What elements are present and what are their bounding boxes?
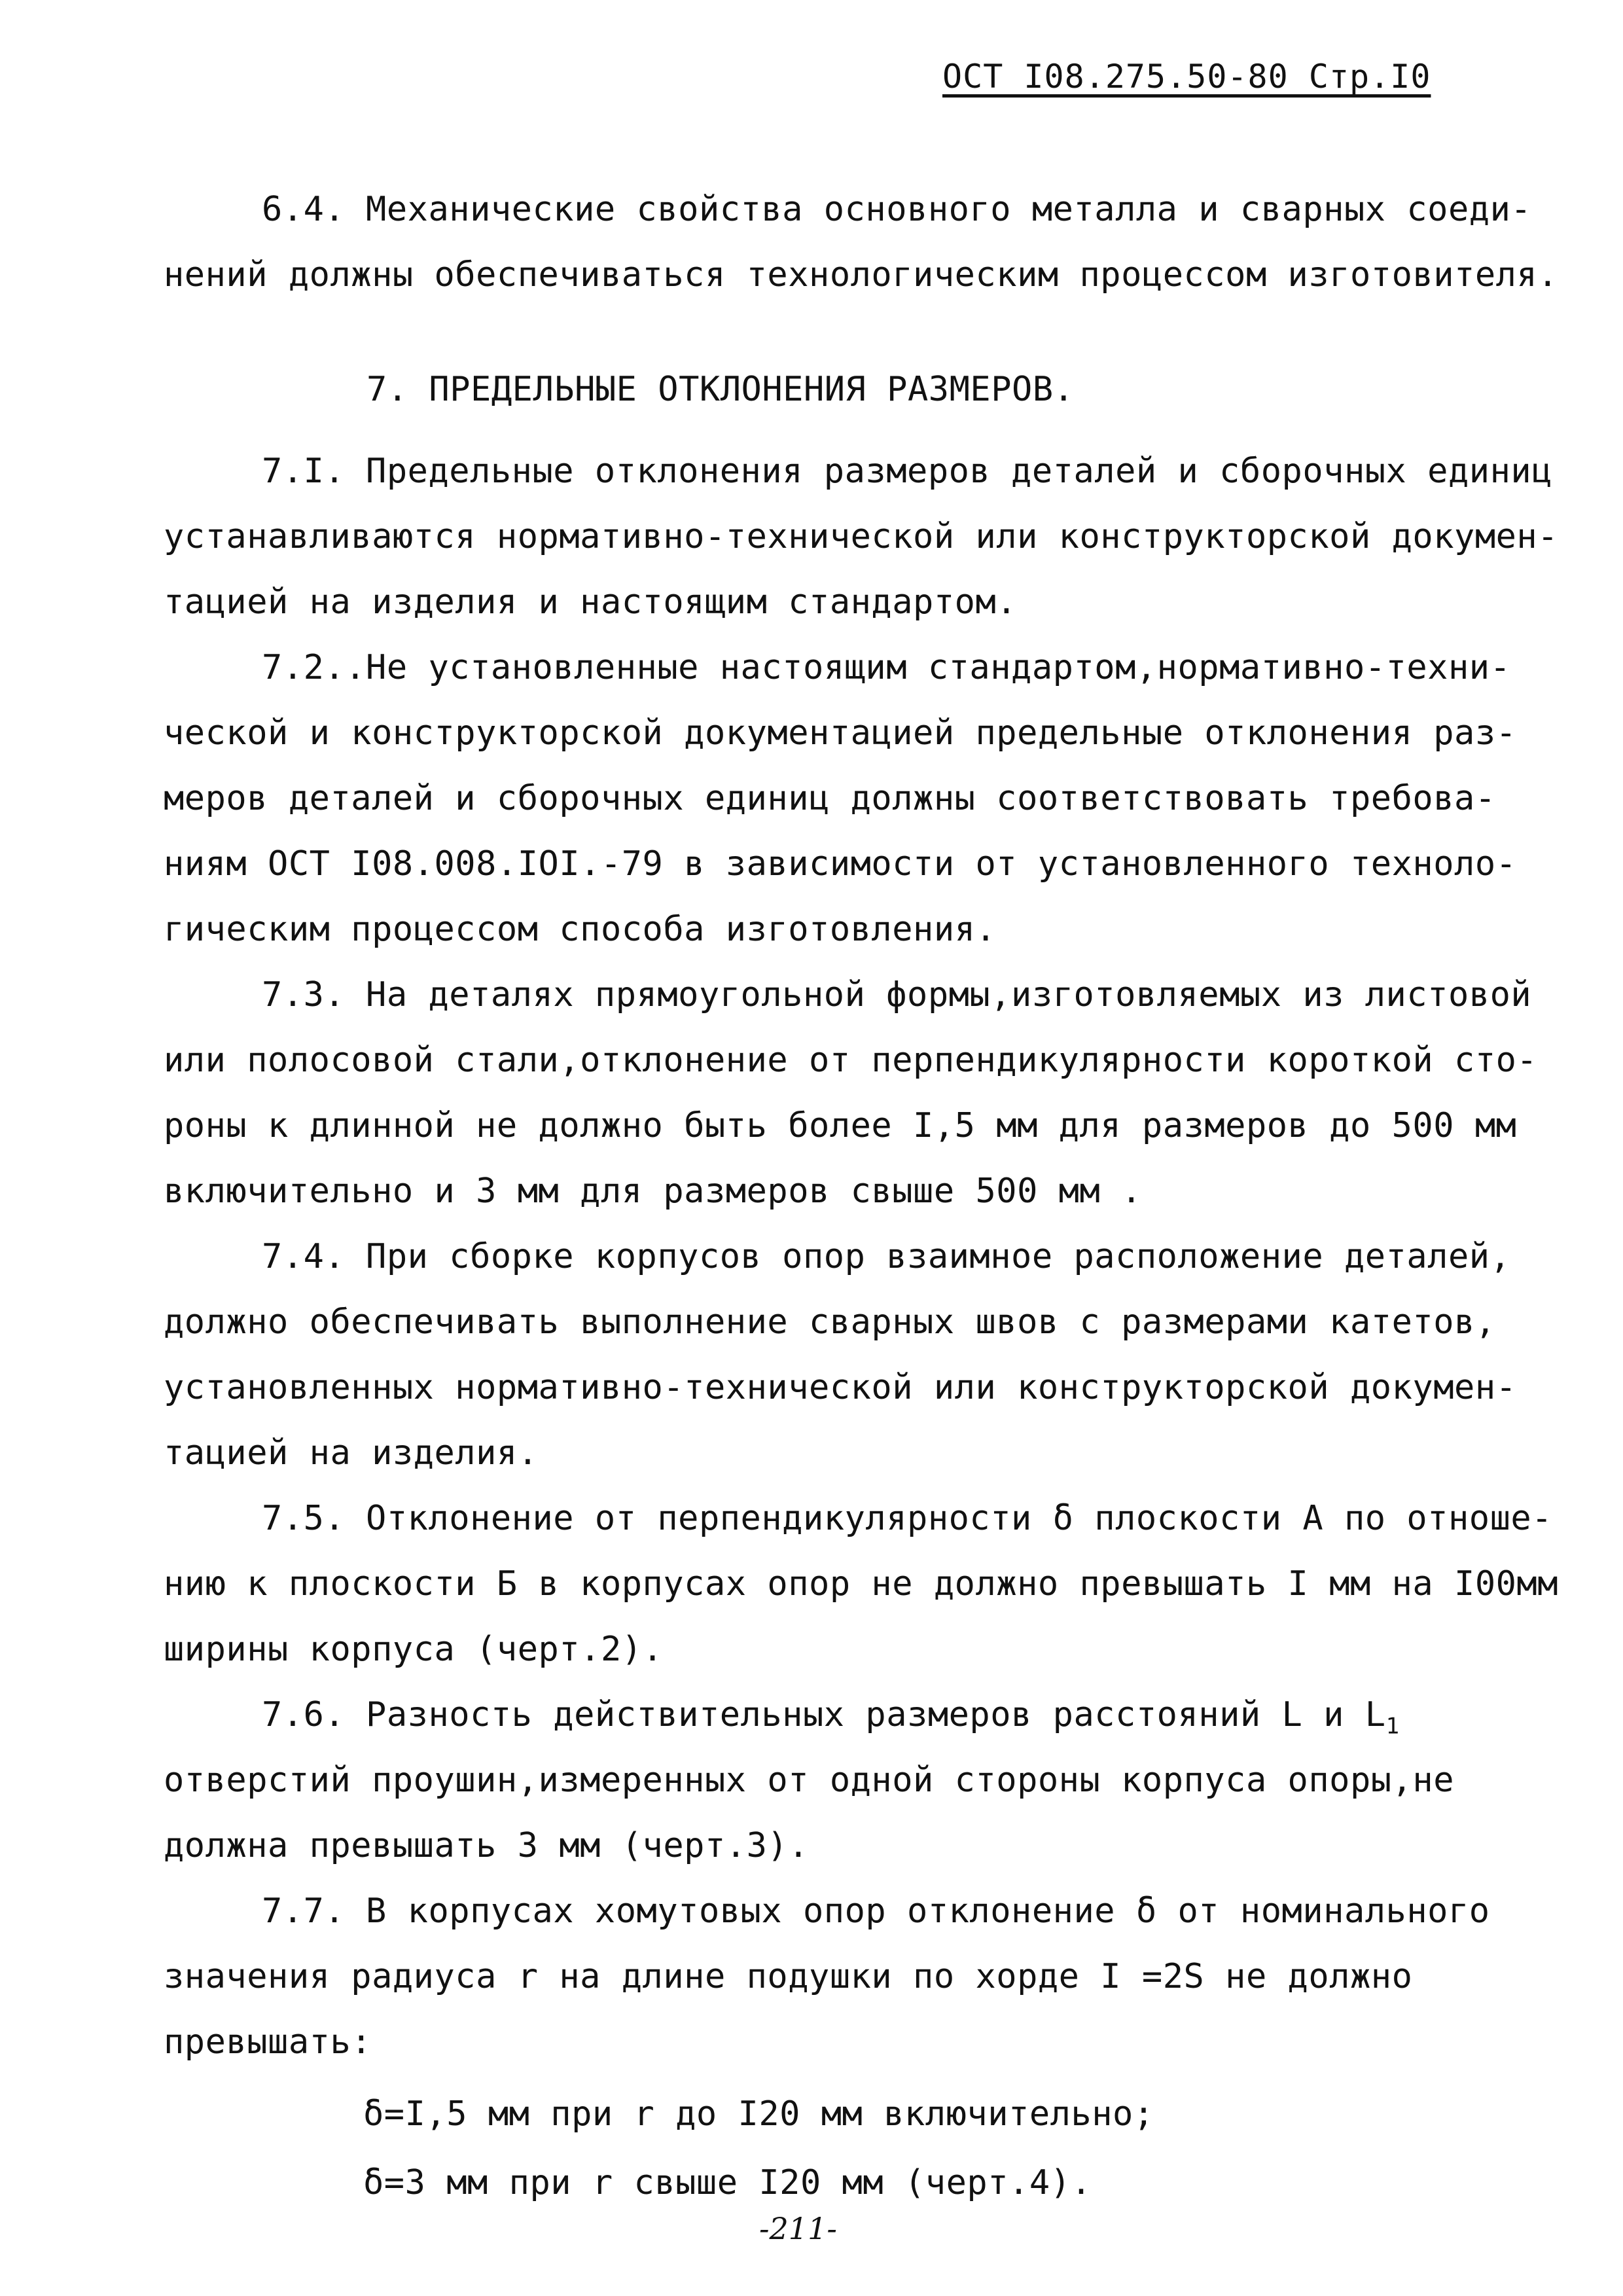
paragraph-7-3-line-4: включительно и 3 мм для размеров свыше 500 мм . [164,1172,1142,1211]
paragraph-7-4-line-2: должно обеспечивать выполнение сварных швов с размерами катетов, [164,1302,1496,1342]
paragraph-7-6-line-3: должна превышать 3 мм (черт.3). [164,1826,810,1865]
paragraph-7-7-line-2: значения радиуса r на длине подушки по хорде I =2S не должно [164,1957,1413,1996]
paragraph-7-6-line-2: отверстий проушин,измеренных от одной стороны корпуса опоры,не [164,1761,1455,1800]
tolerance-formula-2: δ=3 мм при r свыше I20 мм (черт.4). [363,2163,1092,2202]
paragraph-7-5-line-3: ширины корпуса (черт.2). [164,1630,664,1669]
paragraph-7-7-line-1: 7.7. В корпусах хомутовых опор отклонение δ от номинального [262,1892,1490,1931]
tolerance-formula-1: δ=I,5 мм при r до I20 мм включительно; [363,2094,1154,2134]
paragraph-6-4-line-1: 6.4. Механические свойства основного металла и сварных соеди- [262,190,1532,229]
paragraph-7-3-line-1: 7.3. На деталях прямоугольной формы,изготовляемых из листовой [262,975,1532,1014]
subscript-index: 1 [1385,1713,1400,1740]
paragraph-7-1-line-3: тацией на изделия и настоящим стандартом. [164,583,1018,622]
section-7-heading: 7. ПРЕДЕЛЬНЫЕ ОТКЛОНЕНИЯ РАЗМЕРОВ. [366,370,1075,409]
paragraph-7-3-line-3: роны к длинной не должно быть более I,5 мм для размеров до 500 мм [164,1106,1517,1145]
paragraph-7-2-line-4: ниям ОСТ I08.008.IOI.-79 в зависимости от установленного техноло- [164,844,1517,884]
paragraph-7-4-line-3: установленных нормативно-технической или конструкторской докумен- [164,1368,1517,1407]
paragraph-7-5-line-1: 7.5. Отклонение от перпендикулярности δ плоскости А по отноше- [262,1499,1553,1538]
paragraph-7-1-line-1: 7.I. Предельные отклонения размеров деталей и сборочных единиц [262,452,1553,491]
paragraph-7-4-line-4: тацией на изделия. [164,1433,539,1473]
paragraph-7-2-line-5: гическим процессом способа изготовления. [164,910,997,949]
paragraph-7-5-line-2: нию к плоскости Б в корпусах опор не должно превышать I мм на I00мм [164,1564,1559,1604]
paragraph-7-6-line-1 [262,1695,1400,1739]
paragraph-7-2-line-1: 7.2..Не установленные настоящим стандартом,нормативно-техни- [262,648,1511,687]
paragraph-7-6-line-1-text: 7.6. Разность действительных размеров расстояний L и L [262,1695,1386,1734]
paragraph-7-2-line-2: ческой и конструкторской документацией предельные отклонения раз- [164,713,1517,753]
paragraph-7-2-line-3: меров деталей и сборочных единиц должны соответствовать требова- [164,779,1496,818]
paragraph-7-4-line-1: 7.4. При сборке корпусов опор взаимное расположение деталей, [262,1237,1511,1276]
paragraph-6-4-line-2: нений должны обеспечиваться технологическим процессом изготовителя. [164,255,1559,295]
page-number: -211- [759,2211,837,2246]
paragraph-7-1-line-2: устанавливаются нормативно-технической или конструкторской докумен- [164,517,1559,556]
document-reference-header: ОСТ I08.275.50-80 Стр.I0 [942,58,1431,96]
paragraph-7-7-line-3: превышать: [164,2022,372,2062]
paragraph-7-3-line-2: или полосовой стали,отклонение от перпендикулярности короткой сто- [164,1041,1538,1080]
